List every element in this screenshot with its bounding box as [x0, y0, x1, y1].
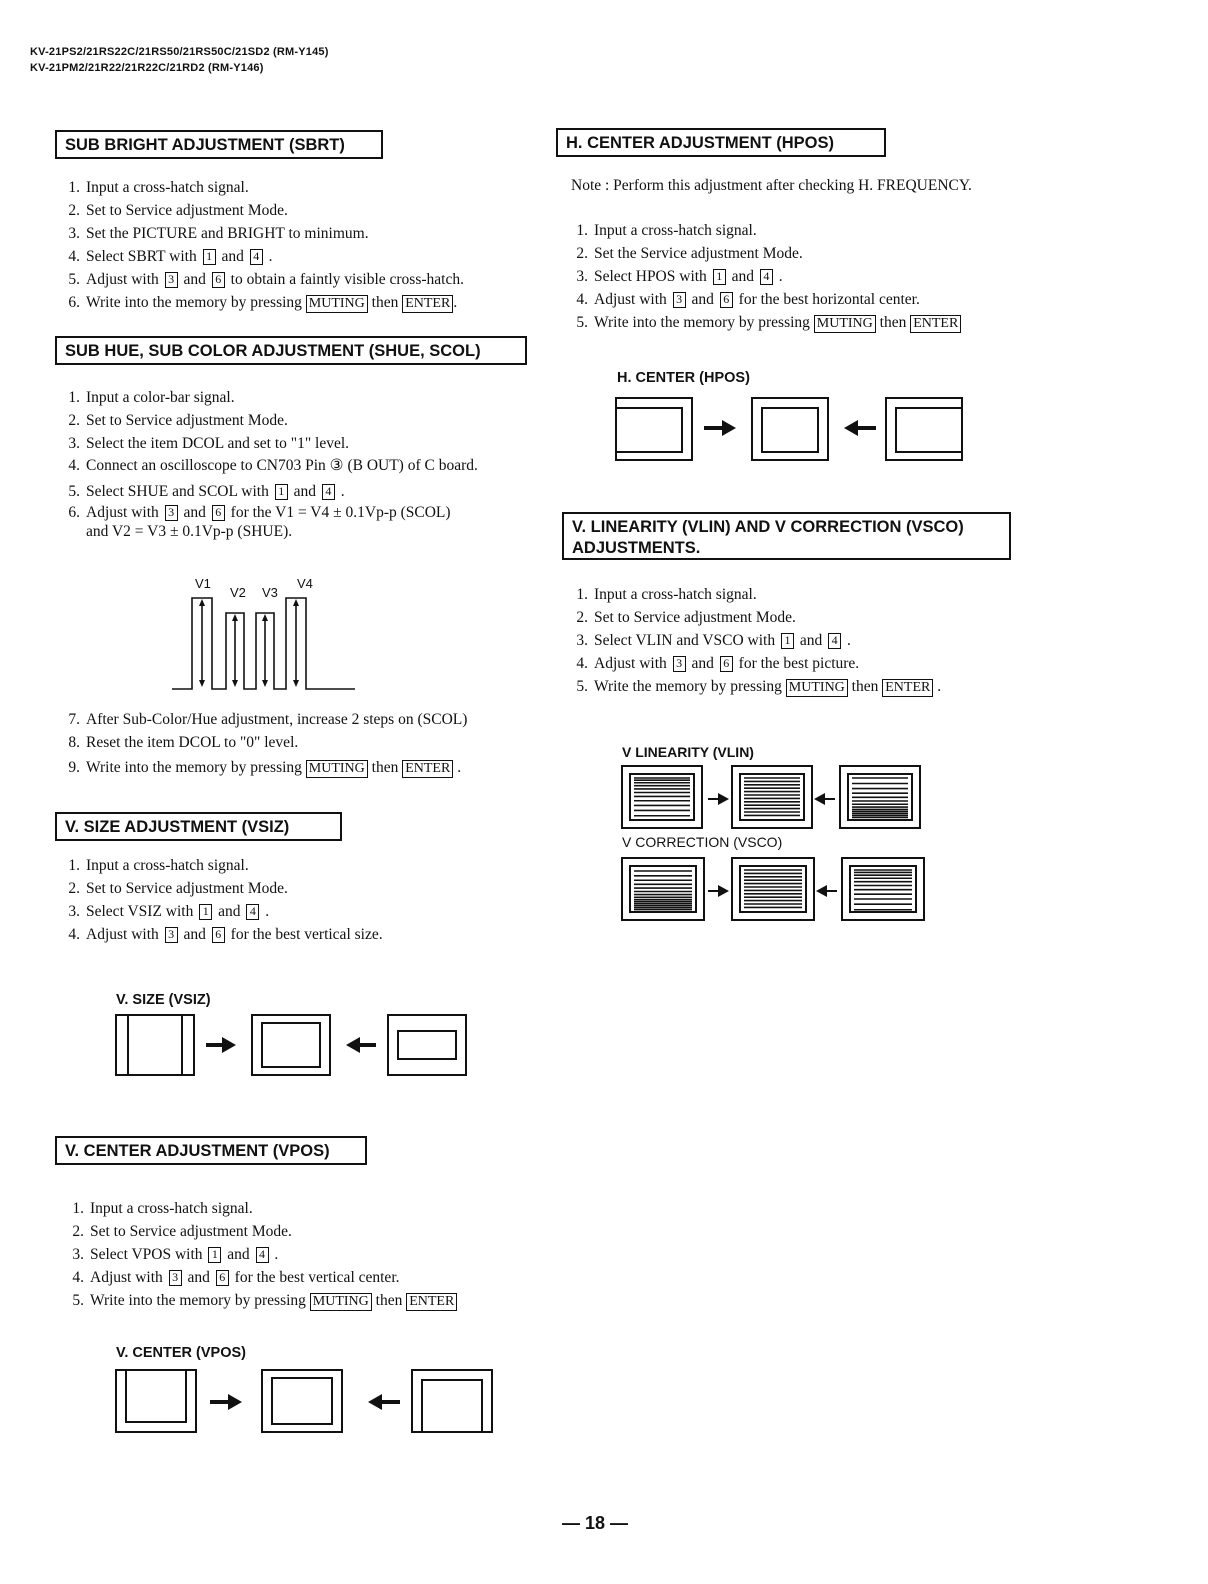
- tv-picture: [272, 1378, 332, 1424]
- list-item: 3. Set the PICTURE and BRIGHT to minimum.: [68, 225, 369, 242]
- sbrt-section-title: SUB BRIGHT ADJUSTMENT (SBRT): [55, 130, 383, 159]
- list-item: 1. Input a cross-hatch signal.: [68, 179, 249, 196]
- list-item: 3. Select VPOS with 1 and 4 .: [72, 1246, 279, 1263]
- key-1: 1: [208, 1247, 221, 1263]
- vsiz-steps: [58, 854, 383, 946]
- list-item: 4. Select SBRT with 1 and 4 .: [68, 248, 273, 265]
- list-item: 5. Write the memory by pressing MUTING then ENTER .: [576, 678, 942, 695]
- list-item: 2. Set to Service adjustment Mode.: [576, 609, 796, 626]
- tv-picture: [422, 1380, 482, 1432]
- key-3: 3: [673, 292, 686, 308]
- arrow-left-icon: [844, 420, 876, 436]
- muting-key: MUTING: [786, 679, 848, 697]
- list-item: 1. Input a cross-hatch signal.: [68, 857, 249, 874]
- shue-steps-continued: [58, 708, 467, 781]
- list-item: 2. Set the Service adjustment Mode.: [576, 245, 803, 262]
- key-6: 6: [212, 272, 225, 288]
- vlin-title-line-2: ADJUSTMENTS.: [572, 539, 701, 557]
- arrow-left-icon: [814, 793, 835, 805]
- key-3: 3: [165, 505, 178, 521]
- vlin-title-line-1: V. LINEARITY (VLIN) AND V CORRECTION (VSCO): [572, 518, 964, 536]
- tv-frame: [732, 858, 814, 920]
- list-item: 3. Select VLIN and VSCO with 1 and 4 .: [576, 632, 851, 649]
- key-3: 3: [673, 656, 686, 672]
- list-item: 8. Reset the item DCOL to "0" level.: [68, 734, 299, 751]
- key-4: 4: [322, 484, 335, 500]
- tv-picture: [896, 408, 962, 452]
- tv-frame: [388, 1015, 466, 1075]
- key-4: 4: [246, 904, 259, 920]
- vsco-diagram-caption: V CORRECTION (VSCO): [622, 834, 783, 850]
- wave-label-v3: V3: [262, 585, 278, 600]
- list-item: 2. Set to Service adjustment Mode.: [68, 880, 288, 897]
- key-4: 4: [760, 269, 773, 285]
- vpos-diagram: [114, 1368, 499, 1434]
- arrow-right-icon: [704, 420, 736, 436]
- list-item: 2. Set to Service adjustment Mode.: [72, 1223, 292, 1240]
- list-item: 6. Adjust with 3 and 6 for the V1 = V4 ± 0.1Vp-p (SCOL): [68, 504, 451, 521]
- list-item: 4. Adjust with 3 and 6 for the best horizontal center.: [576, 291, 920, 308]
- shue-section-title: SUB HUE, SUB COLOR ADJUSTMENT (SHUE, SCOL): [55, 336, 527, 365]
- arrow-right-icon: [206, 1037, 236, 1053]
- tv-frame: [732, 766, 812, 828]
- key-6: 6: [212, 927, 225, 943]
- arrow-right-icon: [708, 885, 729, 897]
- tv-picture: [398, 1031, 456, 1059]
- list-item: 7. After Sub-Color/Hue adjustment, increase 2 steps on (SCOL): [68, 711, 468, 728]
- list-item: 4. Connect an oscilloscope to CN703 Pin ③ (B OUT) of C board.: [68, 457, 478, 474]
- vlin-steps: [566, 583, 941, 698]
- key-6: 6: [212, 505, 225, 521]
- wave-label-v4: V4: [297, 576, 313, 591]
- vsiz-section-title: V. SIZE ADJUSTMENT (VSIZ): [55, 812, 342, 841]
- list-item: 2. Set to Service adjustment Mode.: [68, 412, 288, 429]
- key-1: 1: [713, 269, 726, 285]
- hpos-section-title: H. CENTER ADJUSTMENT (HPOS): [556, 128, 886, 157]
- tv-picture: [128, 1015, 182, 1075]
- arrow-right-icon: [708, 793, 729, 805]
- hpos-note: Note : Perform this adjustment after checking H. FREQUENCY.: [571, 177, 972, 194]
- oscilloscope-waveform: [170, 572, 360, 692]
- list-item: 2. Set to Service adjustment Mode.: [68, 202, 288, 219]
- list-item: 4. Adjust with 3 and 6 for the best vertical size.: [68, 926, 383, 943]
- key-3: 3: [165, 927, 178, 943]
- vpos-diagram-caption: V. CENTER (VPOS): [116, 1345, 246, 1361]
- list-item: 1. Input a cross-hatch signal.: [72, 1200, 253, 1217]
- list-item: 9. Write into the memory by pressing MUTING then ENTER .: [68, 759, 462, 776]
- key-1: 1: [199, 904, 212, 920]
- tv-frame: [622, 858, 704, 920]
- muting-key: MUTING: [306, 295, 368, 313]
- vpos-steps: [62, 1197, 457, 1312]
- arrow-left-icon: [816, 885, 837, 897]
- key-3: 3: [165, 272, 178, 288]
- list-item: 5. Write into the memory by pressing MUTING then ENTER: [62, 1289, 457, 1312]
- hpos-diagram-caption: H. CENTER (HPOS): [617, 370, 750, 386]
- enter-key: ENTER: [406, 1293, 457, 1311]
- tv-frame: [262, 1370, 342, 1432]
- tv-picture: [126, 1370, 186, 1422]
- key-4: 4: [250, 249, 263, 265]
- list-item: 5. Select SHUE and SCOL with 1 and 4 .: [68, 483, 345, 500]
- sbrt-steps: [58, 176, 464, 314]
- list-item: 5. Adjust with 3 and 6 to obtain a faintly visible cross-hatch.: [68, 271, 464, 288]
- hpos-steps: [566, 219, 961, 334]
- enter-key: ENTER: [910, 315, 961, 333]
- key-4: 4: [828, 633, 841, 649]
- list-item: 3. Select HPOS with 1 and 4 .: [576, 268, 783, 285]
- list-item: and V2 = V3 ± 0.1Vp-p (SHUE).: [86, 523, 293, 540]
- hpos-diagram: [614, 396, 966, 462]
- key-1: 1: [275, 484, 288, 500]
- vsiz-diagram: [114, 1013, 469, 1077]
- list-item: 4. Adjust with 3 and 6 for the best picture.: [576, 655, 860, 672]
- list-item: 1. Input a cross-hatch signal.: [576, 222, 757, 239]
- arrow-left-icon: [368, 1394, 400, 1410]
- arrow-left-icon: [346, 1037, 376, 1053]
- list-item: 5. Write into the memory by pressing MUTING then ENTER: [566, 311, 961, 334]
- key-6: 6: [720, 656, 733, 672]
- key-6: 6: [216, 1270, 229, 1286]
- wave-label-v2: V2: [230, 585, 246, 600]
- arrow-right-icon: [210, 1394, 242, 1410]
- list-item: 3. Select the item DCOL and set to "1" level.: [68, 435, 350, 452]
- muting-key: MUTING: [814, 315, 876, 333]
- list-item: 3. Select VSIZ with 1 and 4 .: [68, 903, 270, 920]
- tv-picture: [262, 1023, 320, 1067]
- vlin-section-title: [562, 512, 1011, 560]
- key-3: 3: [169, 1270, 182, 1286]
- vsiz-diagram-caption: V. SIZE (VSIZ): [116, 992, 211, 1008]
- enter-key: ENTER: [402, 760, 453, 778]
- model-line-1: KV-21PS2/21RS22C/21RS50/21RS50C/21SD2 (RM-Y145): [30, 46, 329, 58]
- vlin-diagram: [620, 764, 925, 832]
- page-number: — 18 —: [562, 1513, 629, 1533]
- wave-label-v1: V1: [195, 576, 211, 591]
- muting-key: MUTING: [310, 1293, 372, 1311]
- list-item: 6. Write into the memory by pressing MUTING then ENTER .: [68, 294, 458, 311]
- list-item: 1. Input a cross-hatch signal.: [576, 586, 757, 603]
- vsco-diagram: [620, 856, 928, 924]
- key-1: 1: [781, 633, 794, 649]
- list-item: 1. Input a color-bar signal.: [68, 389, 235, 406]
- key-6: 6: [720, 292, 733, 308]
- model-line-2: KV-21PM2/21R22/21R22C/21RD2 (RM-Y146): [30, 62, 264, 74]
- tv-picture: [616, 408, 682, 452]
- vlin-diagram-caption: V LINEARITY (VLIN): [622, 744, 754, 760]
- key-1: 1: [203, 249, 216, 265]
- key-4: 4: [256, 1247, 269, 1263]
- list-item: 4. Adjust with 3 and 6 for the best vertical center.: [72, 1269, 400, 1286]
- enter-key: ENTER: [402, 295, 453, 313]
- shue-steps: [58, 386, 528, 543]
- tv-picture: [762, 408, 818, 452]
- vpos-section-title: V. CENTER ADJUSTMENT (VPOS): [55, 1136, 367, 1165]
- muting-key: MUTING: [306, 760, 368, 778]
- enter-key: ENTER: [882, 679, 933, 697]
